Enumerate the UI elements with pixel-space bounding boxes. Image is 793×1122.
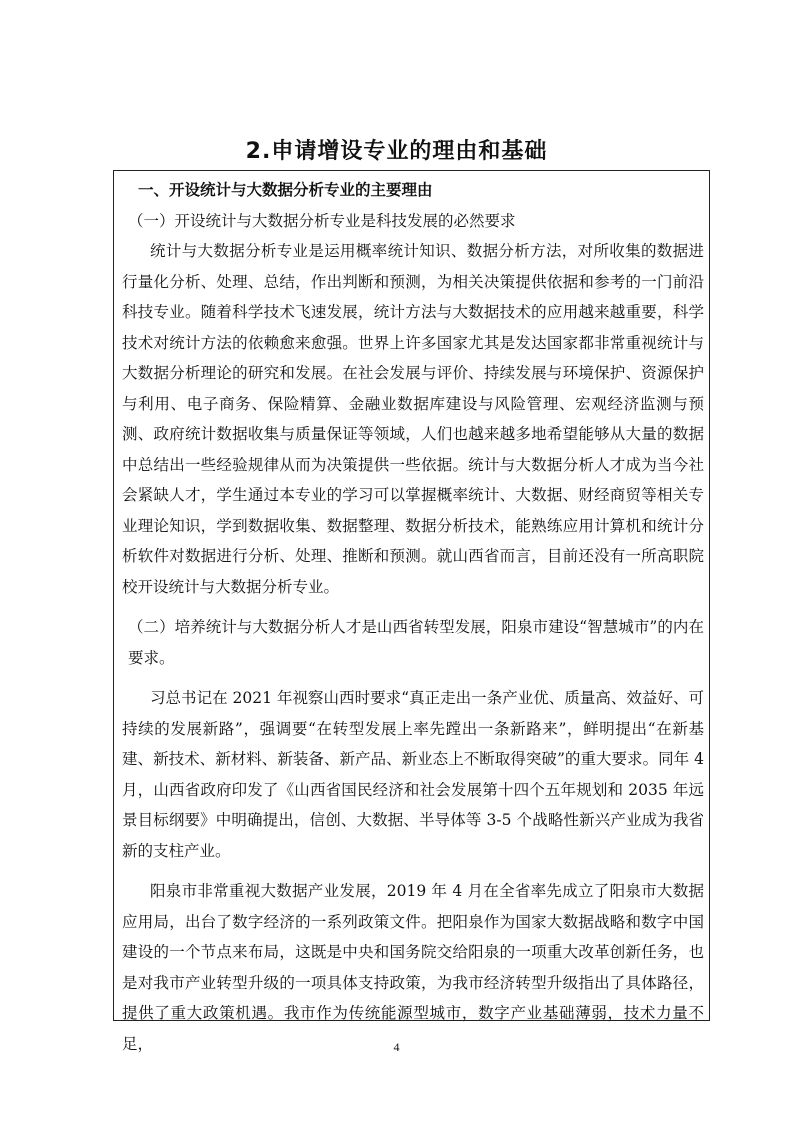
document-body xyxy=(122,175,704,1059)
document-title: 2.申请增设专业的理由和基础 xyxy=(245,139,548,164)
subsection-heading-2: （二）培养统计与大数据分析人才是山西省转型发展，阳泉市建设“智慧城市”的内在要求。 xyxy=(128,618,704,667)
subsection-heading-1: （一）开设统计与大数据分析专业是科技发展的必然要求 xyxy=(128,211,516,230)
paragraph-3: 阳泉市非常重视大数据产业发展，2019 年 4 月在全省率先成立了阳泉市大数据应用局，出台了数字经济的一系列政策文件。把阳泉作为国家大数据战略和数字中国建设的一个节点来布局，这既是中央和国务院交给阳泉的一项重大改革创新任务，也是对我市产业转型升级的一项具体支持政策，为我市经济转型升级指出了具体路径，提供了重大政策机遇。我市作为传统能源型城市，数字产业基础薄弱，技术力量不足， xyxy=(122,882,704,1053)
section-heading: 一、开设统计与大数据分析专业的主要理由 xyxy=(138,181,433,199)
paragraph-1: 统计与大数据分析专业是运用概率统计知识、数据分析方法，对所收集的数据进行量化分析、处理、总结，作出判断和预测，为相关决策提供依据和参考的一门前沿科技专业。随着科学技术飞速发展，统计方法与大数据技术的应用越来越重要，科学技术对统计方法的依赖愈来愈强。世界上许多国家尤其是发达国家都非常重视统计与大数据分析理论的研究和发展。在社会发展与评价、持续发展与环境保护、资源保护与利用、电子商务、保险精算、金融业数据库建设与风险管理、宏观经济监测与预测、政府统计数据收集与质量保证等领域，人们也越来越多地希望能够从大量的数据中总结出一些经验规律从而为决策提供一些依据。统计与大数据分析人才成为当今社会紧缺人才，学生通过本专业的学习可以掌握概率统计、大数据、财经商贸等相关专业理论知识，学到数据收集、数据整理、数据分析技术，能熟练应用计算机和统计分析软件对数据进行分析、处理、推断和预测。就山西省而言，目前还没有一所高职院校开设统计与大数据分析专业。 xyxy=(122,242,704,596)
page-number: 4 xyxy=(393,1040,400,1054)
paragraph-2: 习总书记在 2021 年视察山西时要求“真正走出一条产业优、质量高、效益好、可持续的发展新路”，强调要“在转型发展上率先蹚出一条新路来”，鲜明提出“在新基建、新技术、新材料、新装备、新产品、新业态上不断取得突破”的重大要求。同年 4 月，山西省政府印发了《山西省国民经济和社会发展第十四个五年规划和 2035 年远景目标纲要》中明确提出，信创、大数据、半导体等 3-5 个战略性新兴产业成为我省新的支柱产业。 xyxy=(122,689,704,860)
